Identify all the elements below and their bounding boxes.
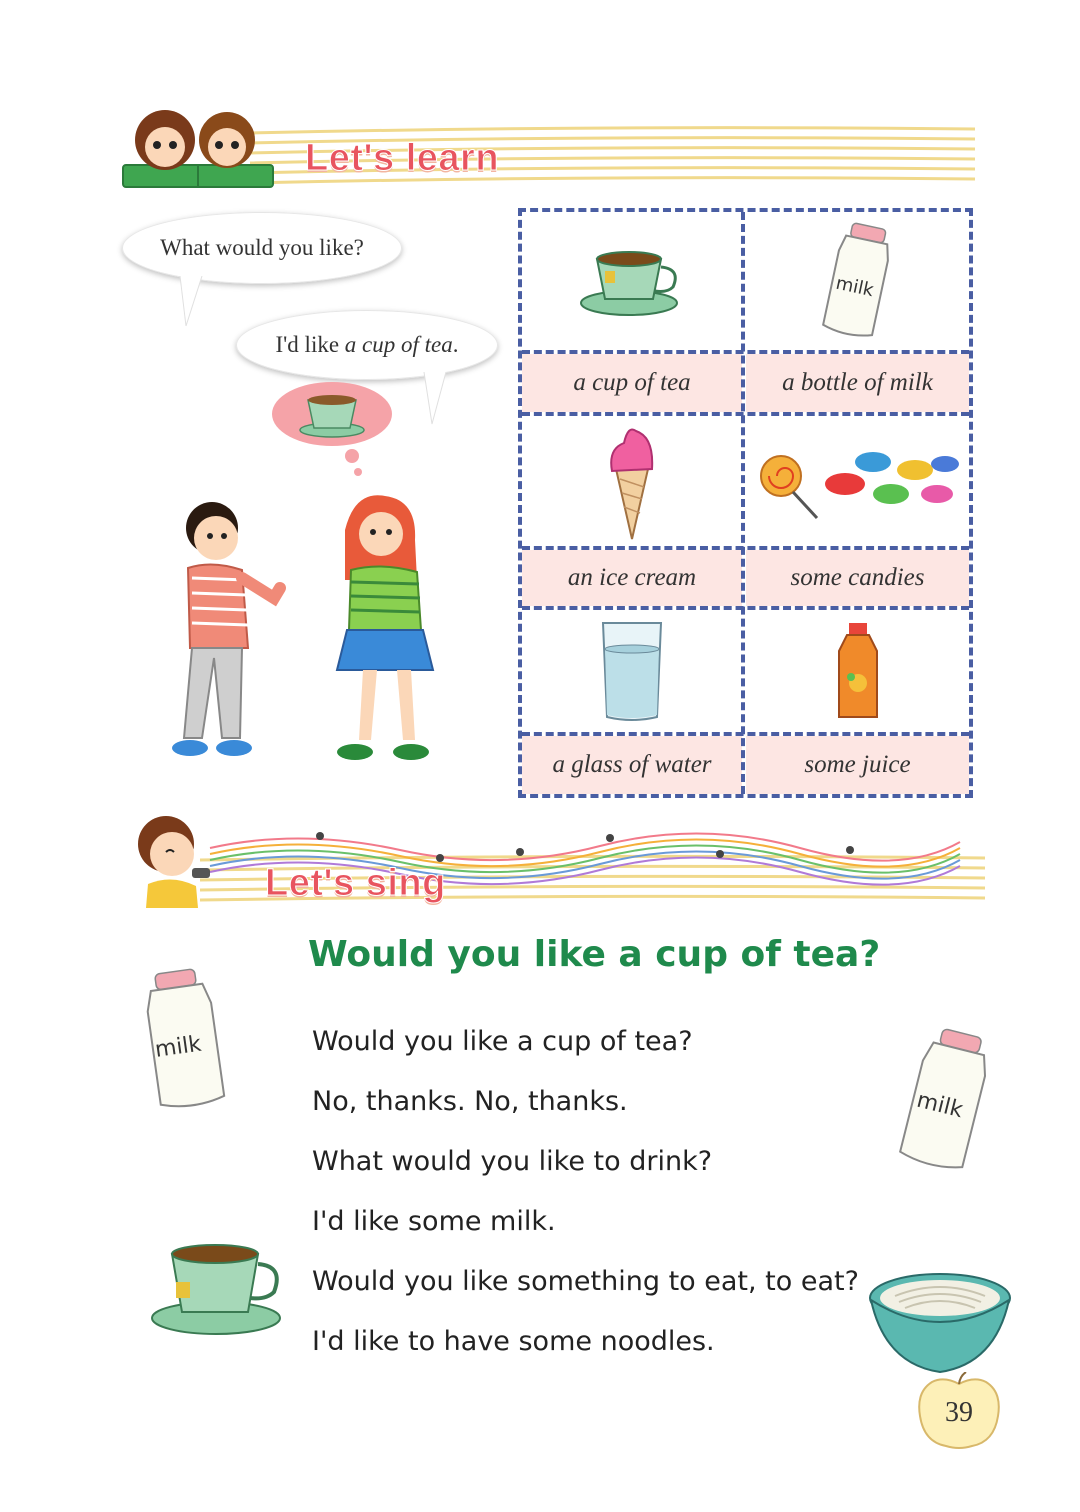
tea-cup-icon — [148, 1238, 288, 1338]
ice-cream-icon — [602, 421, 662, 541]
grid-divider-vertical — [741, 212, 745, 794]
vocab-label-juice: some juice — [746, 736, 969, 794]
vocab-label-milk: a bottle of milk — [746, 354, 969, 412]
sing-banner — [0, 808, 1080, 918]
song-lyrics — [312, 1020, 859, 1380]
lyric-line: Would you like something to eat, to eat? — [312, 1266, 859, 1297]
answer-item: a cup of tea — [344, 332, 453, 357]
lyric-line: No, thanks. No, thanks. — [312, 1086, 628, 1117]
lyric-line: Would you like a cup of tea? — [312, 1026, 693, 1057]
grid-divider-h2 — [522, 412, 969, 416]
lyric-line: What would you like to drink? — [312, 1146, 713, 1177]
grid-divider-h1 — [522, 350, 969, 354]
page-number: 39 — [945, 1397, 973, 1428]
grid-divider-h4 — [522, 606, 969, 610]
learn-banner — [0, 95, 1080, 195]
vocab-picture-candies — [746, 416, 969, 546]
lyric-line: I'd like some milk. — [312, 1206, 556, 1237]
learn-title: Let's learn — [305, 137, 500, 179]
milk-bottle-label: milk — [914, 1087, 966, 1124]
grid-divider-h5 — [522, 732, 969, 736]
vocab-label-ice-cream: an ice cream — [522, 550, 742, 606]
song-title: Would you like a cup of tea? — [308, 934, 881, 975]
vocab-label-tea: a cup of tea — [522, 354, 742, 412]
lyric-line: I'd like to have some noodles. — [312, 1326, 715, 1357]
svg-text:milk: milk — [833, 272, 875, 302]
vocab-label-water: a glass of water — [522, 736, 742, 794]
vocab-picture-milk — [746, 212, 969, 350]
vocab-picture-tea — [522, 212, 742, 350]
singing-boy-icon — [118, 808, 238, 908]
answer-bubble-tail — [420, 372, 450, 432]
grid-divider-h3 — [522, 546, 969, 550]
question-text: What would you like? — [160, 235, 364, 260]
question-bubble-tail — [176, 276, 206, 336]
juice-bottle-icon — [833, 621, 883, 721]
water-glass-icon — [597, 619, 667, 723]
milk-bottle-label: milk — [153, 1031, 203, 1063]
tea-cup-icon — [577, 241, 687, 321]
question-bubble — [122, 212, 402, 284]
milk-bottle-icon — [890, 1025, 1000, 1175]
candies-icon — [753, 436, 963, 526]
milk-bottle-icon — [813, 221, 903, 341]
vocab-picture-ice-cream — [522, 416, 742, 546]
vocabulary-grid — [518, 208, 973, 798]
answer-bubble — [236, 310, 498, 380]
vocab-picture-juice — [746, 610, 969, 732]
girl-illustration — [325, 490, 465, 770]
milk-bottle-icon — [128, 965, 238, 1115]
answer-text: I'd like a cup of tea. — [275, 332, 459, 357]
thought-tea-icon — [270, 372, 400, 482]
vocab-label-candies: some candies — [746, 550, 969, 606]
noodle-bowl-icon — [865, 1268, 1015, 1378]
sing-title: Let's sing — [265, 862, 446, 904]
kids-reading-icon — [115, 95, 275, 195]
vocab-picture-water — [522, 610, 742, 732]
boy-illustration — [162, 498, 292, 768]
